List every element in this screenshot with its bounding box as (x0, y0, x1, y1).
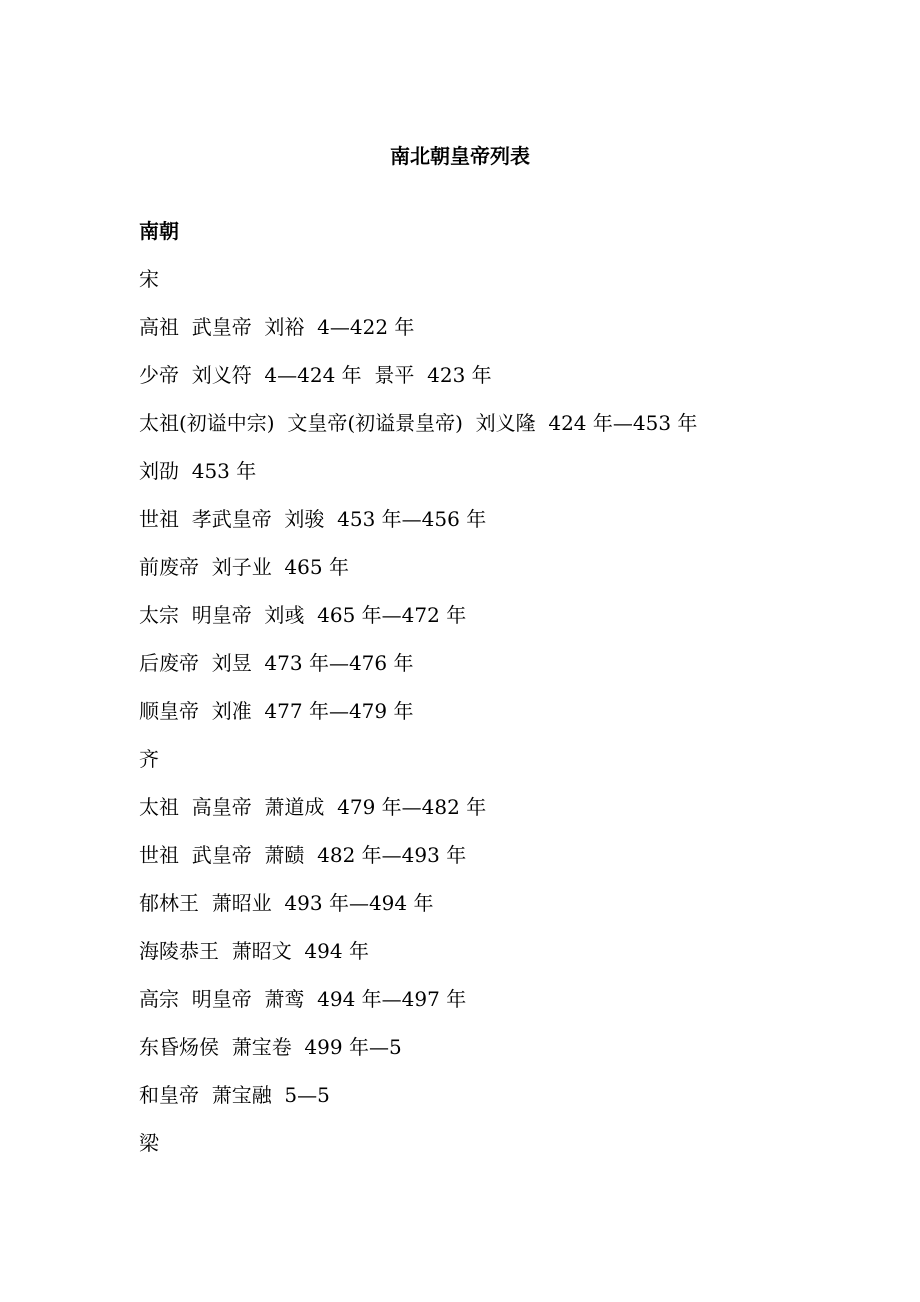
emperor-entry: 前废帝 刘子业 465 年 (139, 555, 349, 579)
emperor-entry: 和皇帝 萧宝融 5—5 (139, 1083, 330, 1107)
document-body (139, 207, 879, 1167)
emperor-entry: 世祖 武皇帝 萧赜 482 年—493 年 (139, 843, 467, 867)
section-heading-south-dynasties: 南朝 (139, 219, 179, 243)
emperor-entry: 后废帝 刘昱 473 年—476 年 (139, 651, 414, 675)
emperor-entry: 少帝 刘义符 4—424 年 景平 423 年 (139, 363, 492, 387)
emperor-entry: 太祖 高皇帝 萧道成 479 年—482 年 (139, 795, 487, 819)
dynasty-heading-song: 宋 (139, 267, 159, 291)
emperor-entry: 刘劭 453 年 (139, 459, 257, 483)
emperor-entry: 顺皇帝 刘准 477 年—479 年 (139, 699, 414, 723)
emperor-entry: 海陵恭王 萧昭文 494 年 (139, 939, 369, 963)
emperor-entry: 世祖 孝武皇帝 刘骏 453 年—456 年 (139, 507, 487, 531)
dynasty-heading-liang: 梁 (139, 1131, 159, 1155)
emperor-entry: 高祖 武皇帝 刘裕 4—422 年 (139, 315, 415, 339)
emperor-entry: 高宗 明皇帝 萧鸾 494 年—497 年 (139, 987, 467, 1011)
emperor-entry: 东昏炀侯 萧宝卷 499 年—5 (139, 1035, 402, 1059)
emperor-entry: 太宗 明皇帝 刘彧 465 年—472 年 (139, 603, 467, 627)
emperor-entry: 郁林王 萧昭业 493 年—494 年 (139, 891, 434, 915)
emperor-entry: 太祖(初谥中宗) 文皇帝(初谥景皇帝) 刘义隆 424 年—453 年 (139, 411, 698, 435)
document-title: 南北朝皇帝列表 (390, 144, 530, 168)
dynasty-heading-qi: 齐 (139, 747, 159, 771)
